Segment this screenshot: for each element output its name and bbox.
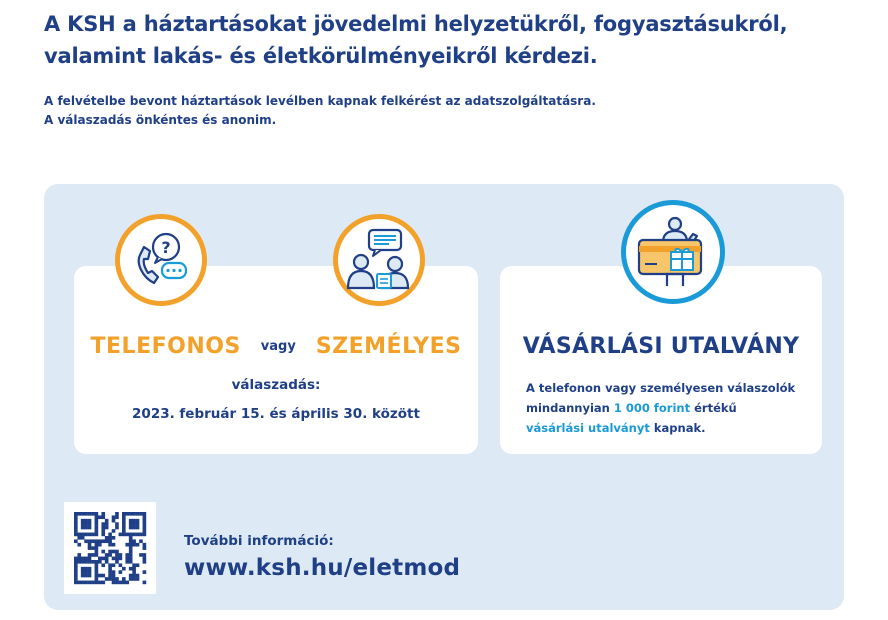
survey-dates: 2023. február 15. és április 30. között	[132, 406, 420, 422]
voucher-amount: 1 000 forint	[613, 401, 691, 415]
method-row	[74, 334, 478, 359]
more-info-label: További információ:	[184, 533, 334, 549]
info-panel	[44, 184, 844, 610]
voucher-line-1: A telefonon vagy személyesen válaszolók	[526, 381, 796, 395]
voucher-description	[526, 378, 795, 438]
answer-label: válaszadás:	[231, 377, 321, 393]
phone-question-icon	[115, 214, 207, 306]
intro-text	[44, 92, 596, 130]
voucher-title: VÁSÁRLÁSI UTALVÁNY	[522, 334, 800, 359]
gift-card-icon	[621, 200, 725, 304]
headline-line-2: valamint lakás- és életkörülményeikről kérdezi.	[44, 44, 598, 68]
intro-line-1: A felvételbe bevont háztartások levélben kapnak felkérést az adatszolgáltatásra.	[44, 94, 596, 108]
voucher-line-3-post: kapnak.	[653, 421, 706, 435]
voucher-line-2-post: értékű	[694, 401, 737, 415]
or-label: vagy	[260, 339, 296, 354]
voucher-line-3	[526, 418, 795, 438]
voucher-line-2	[526, 398, 795, 418]
info-url-link[interactable]: www.ksh.hu/eletmod	[184, 555, 461, 581]
voucher-line-2-pre: mindannyian	[526, 401, 610, 415]
voucher-word: vásárlási utalványt	[526, 421, 650, 435]
phone-method-label: TELEFONOS	[90, 334, 241, 359]
qr-code-icon	[64, 502, 156, 594]
headline-line-1: A KSH a háztartásokat jövedelmi helyzetükről, fogyasztásukról,	[44, 12, 788, 36]
headline	[44, 8, 787, 72]
personal-method-label: SZEMÉLYES	[315, 334, 462, 359]
personal-interview-icon	[333, 214, 425, 306]
svg-text:?: ?	[161, 238, 171, 257]
intro-line-2: A válaszadás önkéntes és anonim.	[44, 113, 277, 127]
